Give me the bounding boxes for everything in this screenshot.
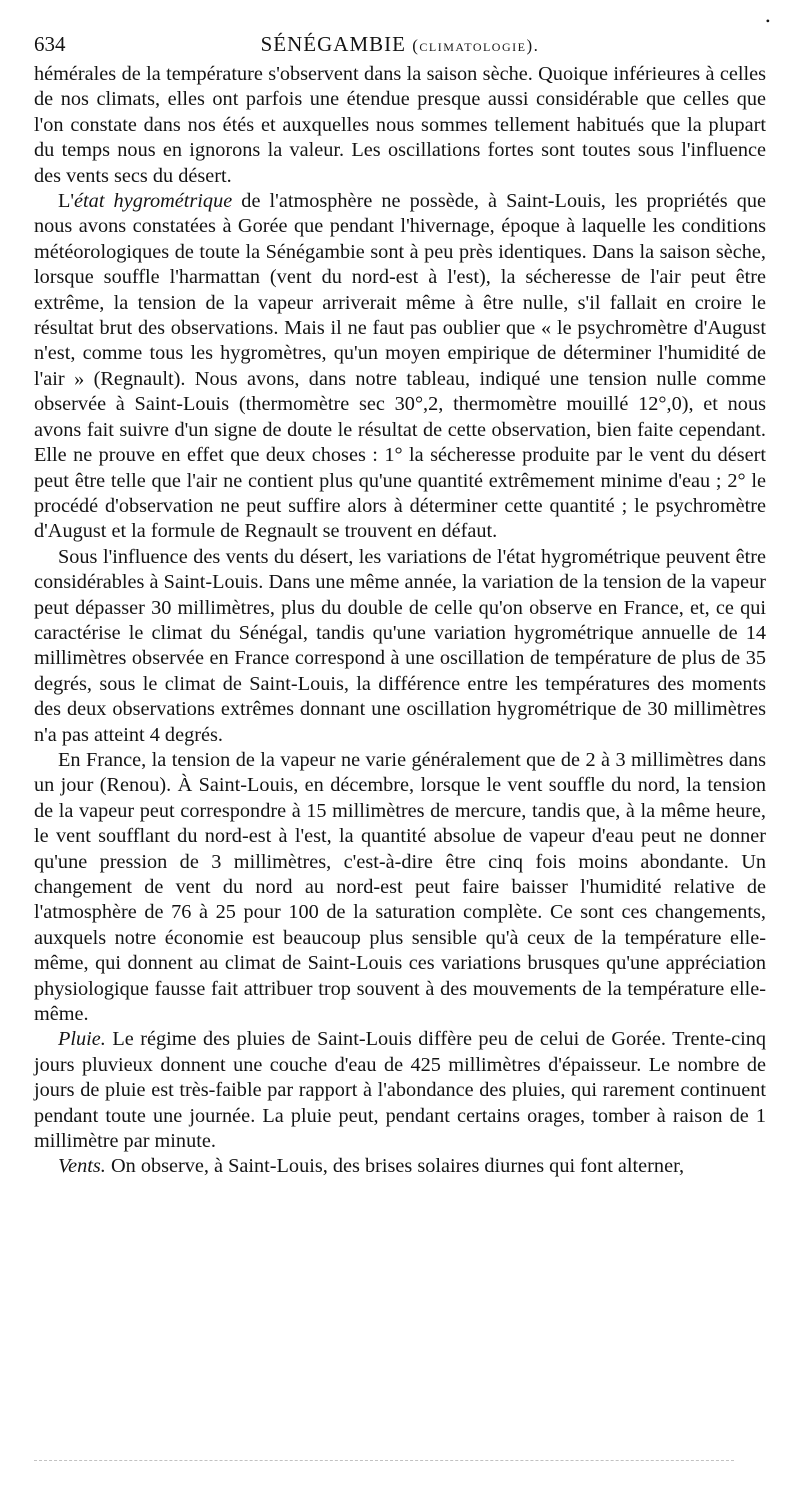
running-title-main: SÉNÉGAMBIE <box>260 32 406 56</box>
paragraph-body: de l'atmosphère ne possède, à Saint-Louis, les propriétés que nous avons constatées à Gorée que pendant l'hivernage, époque à laquelle les conditions météorologiques de toute la Sénégambie sont à peu près identiques. Dans la saison sèche, lorsque souffle l'harmattan (vent du nord-est à l'est), la sécheresse de l'air peut être extrême, la tension de la vapeur arriverait même à être nulle, s'il fallait en croire le résultat brut des observations. Mais il ne faut pas oublier que « le psychromètre d'August n'est, comme tous les hygromètres, qu'un moyen empirique de déterminer l'humidité de l'air » (Regnault). Nous avons, dans notre tableau, indiqué une tension nulle comme observée à Saint-Louis (thermomètre sec 30°,2, thermomètre mouillé 12°,0), et nous avons fait suivre d'un signe de doute le résultat de cette observation, bien faite cependant. Elle ne prouve en effet que deux choses : 1° la sécheresse produite par le vent du désert peut être telle que l'air ne contient plus qu'une quantité extrêmement minime d'eau ; 2° le procédé d'observation ne peut suffire alors à déterminer cette quantité ; le psychromètre d'August et la formule de Regnault se trouvent en défaut. <box>34 190 767 543</box>
paragraph-body: On observe, à Saint-Louis, des brises solaires diurnes qui font alterner, <box>105 1155 685 1178</box>
page <box>34 14 770 1180</box>
paragraph-continuation: hémérales de la température s'observent dans la saison sèche. Quoique inférieures à celles de nos climats, elles ont parfois une étendue presque aussi considérable que celles que l'on constate dans nos étés et auxquelles nous sommes tellement habitués que la plupart du temps nous en ignorons la valeur. Les oscillations fortes sont toutes sous l'influence des vents secs du désert. <box>34 63 766 187</box>
running-title-sub: (climatologie). <box>412 36 540 55</box>
paragraph-lead-prefix: L' <box>58 190 75 213</box>
paragraph-vents <box>34 1154 766 1179</box>
corner-mark: • <box>765 14 770 28</box>
paragraph-body: Le régime des pluies de Saint-Louis diffère peu de celui de Gorée. Trente-cinq jours pluvieux donnent une couche d'eau de 425 millimètres d'épaisseur. Le nombre de jours de pluie est très-faible par rapport à l'abondance des pluies, qui rarement continuent pendant toute une journée. La pluie peut, pendant certains orages, tomber à raison de 1 millimètre par minute. <box>34 1028 766 1153</box>
paragraph-pluie <box>34 1027 766 1154</box>
running-header <box>34 14 770 62</box>
paragraph-etat-hygrometrique <box>34 189 766 545</box>
running-title <box>34 32 766 57</box>
paragraph-vents-du-desert: Sous l'influence des vents du désert, les variations de l'état hygrométrique peuvent être considérables à Saint-Louis. Dans une même année, la variation de la tension de la vapeur peut dépasser 30 millimètres, plus du double de celle qu'on observe en France, et, ce qui caractérise le climat du Sénégal, tandis qu'une variation hygrométrique annuelle de 14 millimètres observée en France correspond à une oscillation de température de plus de 35 degrés, sous le climat de Saint-Louis, la différence entre les températures des moments des deux observations extrêmes donnant une oscillation hygrométrique de 30 millimètres n'a pas atteint 4 degrés. <box>34 545 766 746</box>
page-number: 634 <box>34 32 66 56</box>
footer-rule <box>34 1460 734 1461</box>
paragraph-lead-term: Pluie. <box>58 1028 106 1051</box>
paragraph-lead-term: état hygrométrique <box>74 190 233 213</box>
paragraph-en-france: En France, la tension de la vapeur ne varie généralement que de 2 à 3 millimètres dans un jour (Renou). À Saint-Louis, en décembre, lorsque le vent souffle du nord, la tension de la vapeur peut correspondre à 15 millimètres de mercure, tandis que, à la même heure, le vent soufflant du nord-est à l'est, la quantité absolue de vapeur d'eau peut ne donner qu'une pression de 3 millimètres, c'est-à-dire être cinq fois moins abondante. Un changement de vent du nord au nord-est peut faire baisser l'humidité relative de l'atmosphère de 76 à 25 pour 100 de la saturation complète. Ce sont ces changements, auxquels notre économie est beaucoup plus sensible qu'à ceux de la température elle-même, qui donnent au climat de Saint-Louis ces variations brusques qu'une appréciation physiologique fausse fait attribuer trop souvent à des mouvements de la température elle-même. <box>34 748 766 1026</box>
paragraph-lead-term: Vents. <box>58 1155 106 1178</box>
body-text <box>34 62 766 1180</box>
